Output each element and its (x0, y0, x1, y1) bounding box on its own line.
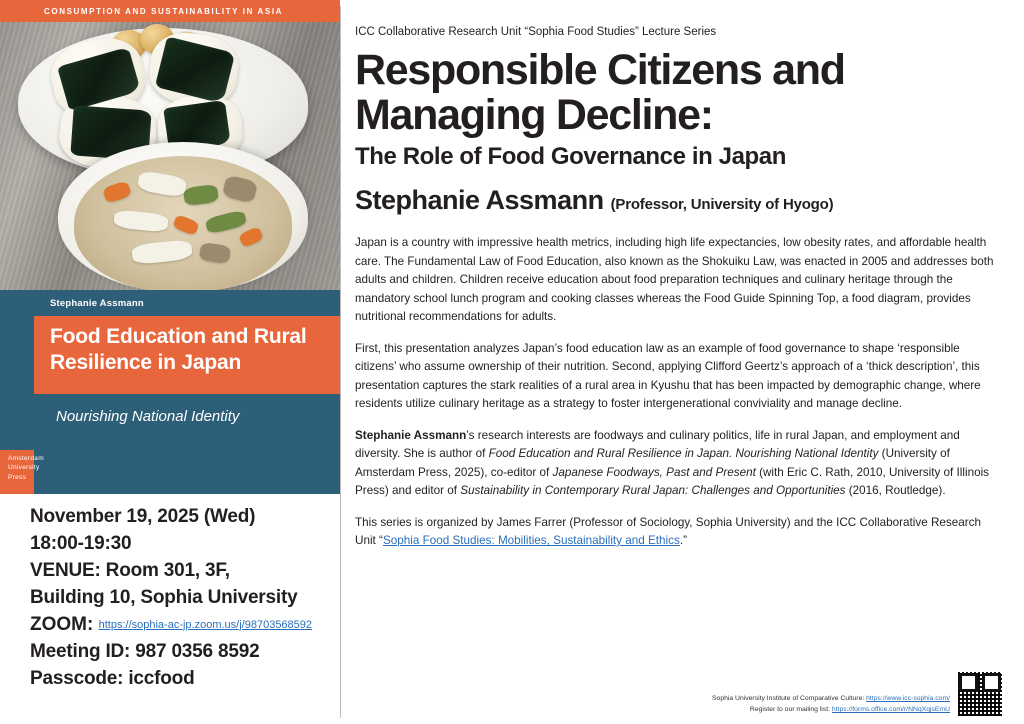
qr-code-icon[interactable] (958, 672, 1002, 716)
footer-line-1 (712, 694, 950, 705)
organizer-text-post: .” (679, 534, 687, 548)
food-photo (0, 22, 340, 290)
speaker-bio (355, 427, 1002, 501)
bio-italic-1: Food Education and Rural Resilience in Japan. Nourishing National Identity (488, 447, 879, 461)
event-venue-line1: VENUE: Room 301, 3F, (30, 559, 230, 581)
left-column (0, 0, 340, 724)
bio-text-1: ’s research interests are foodways and culinary politics, life in rural Japan, and employment and diversity. She is author of (355, 428, 960, 461)
event-passcode: Passcode: iccfood (30, 667, 195, 689)
soup-bowl-shape (58, 142, 308, 290)
footer-line-2 (712, 705, 950, 716)
page-subtitle: The Role of Food Governance in Japan (355, 143, 786, 171)
book-cover (0, 290, 340, 494)
bio-italic-2: Japanese Foodways, Past and Present (552, 465, 756, 479)
book-author: Stephanie Assmann (50, 298, 144, 309)
event-time: 18:00-19:30 (30, 532, 132, 554)
bio-italic-3: Sustainability in Contemporary Rural Japan: Challenges and Opportunities (460, 484, 846, 498)
speaker-name: Stephanie Assmann (355, 185, 604, 216)
book-subtitle: Nourishing National Identity (56, 408, 240, 425)
bio-text-2: (University of Amsterdam Press, 2025), co-editor of (355, 447, 950, 479)
abstract-paragraph-1: Japan is a country with impressive health metrics, including high life expectancies, low obesity rates, and affordable health care. The Fundamental Law of Food Education, also known as the Shokuiku Law, was enacted in 2005 and addresses both adults and children. Children receive education about food preparation techniques and culinary heritage through the mandatory school lunch program and cooking classes whereas the Food Guide Spinning Top, a food diagram, provides nutritional recommendations for adults. (355, 236, 994, 324)
event-meeting-id: Meeting ID: 987 0356 8592 (30, 640, 260, 662)
zoom-link[interactable]: https://sophia-ac-jp.zoom.us/j/98703568592 (98, 618, 313, 631)
event-venue-line2: Building 10, Sophia University (30, 586, 298, 608)
bio-text-4: (2016, Routledge). (845, 484, 946, 498)
book-title: Food Education and Rural Resilience in Japan (50, 325, 307, 374)
page-title (355, 48, 1002, 137)
page-title-line1: Responsible Citizens and (355, 46, 845, 94)
right-column (341, 0, 1024, 724)
event-info (0, 494, 340, 693)
footer (572, 672, 1002, 716)
organizer-text-pre: This series is organized by James Farrer (Professor of Sociology, Sophia University) and the ICC Collaborative Research Unit “ (355, 515, 981, 548)
book-publisher: Amsterdam University Press (8, 454, 44, 481)
zoom-label: ZOOM: (30, 613, 94, 635)
mailing-list-link[interactable]: https://forms.office.com/r/NNqXqjsEmU (831, 706, 950, 714)
bio-text-3: (with Eric C. Rath, 2010, University of Illinois Press) and editor of (355, 465, 990, 498)
event-date: November 19, 2025 (Wed) (30, 506, 256, 527)
footer-line-2-label: Register to our mailing list: (749, 706, 832, 714)
footer-links (712, 694, 950, 716)
page-title-line2: Managing Decline: (355, 90, 713, 139)
soup-shape (74, 156, 292, 290)
series-label: ICC Collaborative Research Unit “Sophia Food Studies” Lecture Series (355, 26, 717, 38)
icc-website-link[interactable]: https://www.icc-sophia.com/ (866, 695, 950, 703)
book-front (34, 290, 340, 494)
event-zoom-row (30, 612, 332, 639)
abstract-paragraph-2: First, this presentation analyzes Japan’s food education law as an example of food governance to shape ‘responsible citizens’ who assume ownership of their nutrition. Second, applying Clifford Geertz’s approach of a ‘thick description’, this presentation captures the stark realities of a rural area in Kyushu that has been impacted by demographic change, where residents utilize culinary heritage as a strategy to foster intergenerational conviviality and manage decline. (355, 341, 981, 411)
footer-line-1-label: Sophia University Institute of Comparative Culture: (712, 695, 867, 703)
research-unit-link[interactable]: Sophia Food Studies: Mobilities, Sustainability and Ethics (382, 534, 680, 548)
organizer-note (355, 514, 1002, 551)
speaker-heading (355, 185, 1002, 216)
bio-name: Stephanie Assmann (355, 428, 467, 442)
book-series-banner: CONSUMPTION AND SUSTAINABILITY IN ASIA (0, 0, 340, 22)
speaker-affiliation: (Professor, University of Hyogo) (610, 196, 834, 214)
